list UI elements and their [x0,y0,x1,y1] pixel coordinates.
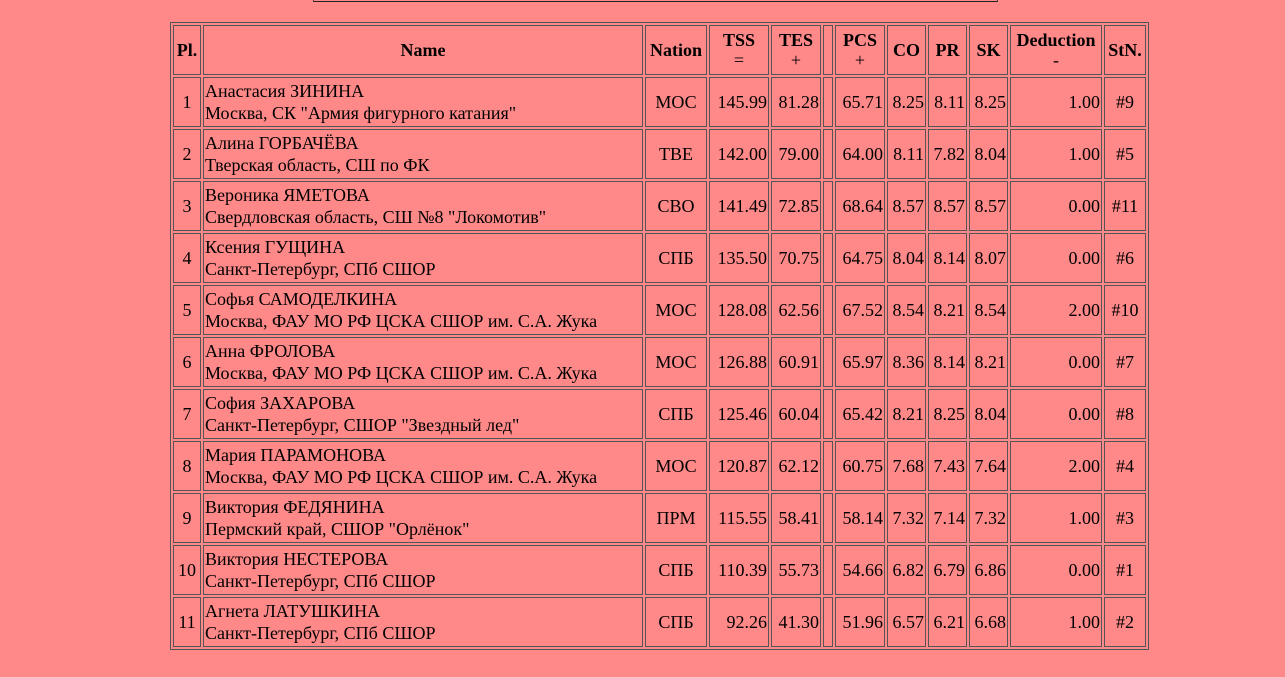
cell-co: 8.25 [887,77,926,127]
cell-deduction: 0.00 [1010,389,1102,439]
cell-place: 5 [173,285,201,335]
cell-tss: 135.50 [709,233,769,283]
cell-start-number: #11 [1104,181,1146,231]
header-co: CO [887,25,926,75]
cell-deduction: 2.00 [1010,285,1102,335]
cell-name [203,389,643,439]
cell-tss: 110.39 [709,545,769,595]
cell-tes: 55.73 [771,545,821,595]
cell-place: 2 [173,129,201,179]
cell-nation: СПБ [645,545,707,595]
cell-pr: 8.21 [928,285,967,335]
table-row [173,441,1146,491]
cell-pcs: 65.42 [835,389,885,439]
cell-deduction: 0.00 [1010,233,1102,283]
cell-name [203,597,643,647]
header-row [173,25,1146,75]
cell-start-number: #10 [1104,285,1146,335]
skater-club: Москва, ФАУ МО РФ ЦСКА СШОР им. С.А. Жука [205,467,598,487]
skater-name: Агнета ЛАТУШКИНА [205,601,381,621]
cell-deduction: 0.00 [1010,181,1102,231]
cell-place: 8 [173,441,201,491]
cell-tss: 125.46 [709,389,769,439]
cell-start-number: #1 [1104,545,1146,595]
table-row [173,233,1146,283]
cell-spacer [823,389,833,439]
cell-start-number: #9 [1104,77,1146,127]
cell-name [203,129,643,179]
cell-sk: 8.07 [969,233,1008,283]
cell-pcs: 67.52 [835,285,885,335]
header-start-number: StN. [1104,25,1146,75]
cell-sk: 8.04 [969,129,1008,179]
header-pcs-label: PCS [842,30,877,50]
cell-co: 7.68 [887,441,926,491]
header-tss-sub: = [733,50,745,70]
cell-spacer [823,337,833,387]
cell-tes: 62.12 [771,441,821,491]
cell-place: 9 [173,493,201,543]
cell-deduction: 0.00 [1010,545,1102,595]
header-deduction-sub: - [1053,50,1059,70]
table-row [173,337,1146,387]
cell-tss: 145.99 [709,77,769,127]
cell-pcs: 58.14 [835,493,885,543]
skater-name: Виктория НЕСТЕРОВА [205,549,389,569]
cell-deduction: 2.00 [1010,441,1102,491]
cell-co: 8.21 [887,389,926,439]
cell-spacer [823,285,833,335]
cell-pcs: 64.75 [835,233,885,283]
cell-sk: 7.64 [969,441,1008,491]
cell-place: 10 [173,545,201,595]
cell-tes: 58.41 [771,493,821,543]
header-tss [709,25,769,75]
header-deduction-label: Deduction [1016,30,1096,50]
cell-sk: 8.25 [969,77,1008,127]
cell-co: 8.11 [887,129,926,179]
cell-deduction: 1.00 [1010,129,1102,179]
cell-pr: 8.25 [928,389,967,439]
cell-nation: МОС [645,285,707,335]
skater-club: Санкт-Петербург, СПб СШОР [205,623,436,643]
cell-name [203,545,643,595]
cell-pr: 8.11 [928,77,967,127]
cell-spacer [823,545,833,595]
cell-name [203,493,643,543]
cell-tes: 72.85 [771,181,821,231]
skater-club: Москва, СК "Армия фигурного катания" [205,103,517,123]
cell-tss: 115.55 [709,493,769,543]
skater-club: Свердловская область, СШ №8 "Локомотив" [205,207,547,227]
cell-spacer [823,441,833,491]
skater-club: Пермский край, СШОР "Орлёнок" [205,519,470,539]
header-spacer [823,25,833,75]
cell-tss: 126.88 [709,337,769,387]
cell-tes: 81.28 [771,77,821,127]
header-pr: PR [928,25,967,75]
header-deduction [1010,25,1102,75]
cell-start-number: #3 [1104,493,1146,543]
cell-co: 7.32 [887,493,926,543]
cell-sk: 8.57 [969,181,1008,231]
cell-co: 8.57 [887,181,926,231]
cell-spacer [823,493,833,543]
cell-co: 8.04 [887,233,926,283]
cell-nation: СПБ [645,233,707,283]
cell-pcs: 65.71 [835,77,885,127]
skater-club: Санкт-Петербург, СШОР "Звездный лед" [205,415,520,435]
cell-place: 11 [173,597,201,647]
cell-nation: СПБ [645,597,707,647]
cell-sk: 7.32 [969,493,1008,543]
cell-start-number: #2 [1104,597,1146,647]
cell-tes: 60.04 [771,389,821,439]
skater-name: Алина ГОРБАЧЁВА [205,133,359,153]
header-place: Pl. [173,25,201,75]
cell-name [203,441,643,491]
cell-pr: 8.14 [928,337,967,387]
header-tes-sub: + [790,50,802,70]
cell-nation: СВО [645,181,707,231]
cell-sk: 8.54 [969,285,1008,335]
cell-co: 6.57 [887,597,926,647]
table-row [173,181,1146,231]
cell-place: 1 [173,77,201,127]
header-pcs-sub: + [854,50,866,70]
table-row [173,389,1146,439]
table-row [173,545,1146,595]
table-row [173,77,1146,127]
skater-name: Софья САМОДЕЛКИНА [205,289,398,309]
cell-place: 4 [173,233,201,283]
cell-tes: 70.75 [771,233,821,283]
cell-sk: 8.04 [969,389,1008,439]
header-pcs [835,25,885,75]
cell-tss: 128.08 [709,285,769,335]
cell-nation: МОС [645,441,707,491]
cell-spacer [823,597,833,647]
cell-tes: 62.56 [771,285,821,335]
table-row [173,285,1146,335]
cell-pcs: 65.97 [835,337,885,387]
skater-name: Мария ПАРАМОНОВА [205,445,386,465]
skater-name: Ксения ГУЩИНА [205,237,346,257]
header-tes [771,25,821,75]
cell-name [203,181,643,231]
cell-spacer [823,129,833,179]
cell-place: 6 [173,337,201,387]
cell-tes: 41.30 [771,597,821,647]
skater-name: Вероника ЯМЕТОВА [205,185,370,205]
table-row [173,493,1146,543]
cell-pcs: 51.96 [835,597,885,647]
skater-name: Виктория ФЕДЯНИНА [205,497,385,517]
cell-spacer [823,77,833,127]
results-table [170,22,1149,650]
cell-nation: СПБ [645,389,707,439]
skater-club: Санкт-Петербург, СПб СШОР [205,259,436,279]
skater-club: Санкт-Петербург, СПб СШОР [205,571,436,591]
skater-club: Москва, ФАУ МО РФ ЦСКА СШОР им. С.А. Жука [205,311,598,331]
cell-nation: МОС [645,77,707,127]
cell-tes: 79.00 [771,129,821,179]
cell-name [203,233,643,283]
cell-sk: 6.68 [969,597,1008,647]
cell-place: 3 [173,181,201,231]
cell-deduction: 1.00 [1010,493,1102,543]
cell-tss: 92.26 [709,597,769,647]
cell-pr: 8.14 [928,233,967,283]
cell-pr: 7.14 [928,493,967,543]
skater-club: Тверская область, СШ по ФК [205,155,430,175]
cell-name [203,285,643,335]
cell-tss: 141.49 [709,181,769,231]
cell-deduction: 1.00 [1010,77,1102,127]
header-nation: Nation [645,25,707,75]
cell-pr: 8.57 [928,181,967,231]
header-tes-label: TES [778,30,814,50]
table-row [173,597,1146,647]
cell-co: 6.82 [887,545,926,595]
cell-pr: 6.79 [928,545,967,595]
cell-sk: 8.21 [969,337,1008,387]
cell-spacer [823,233,833,283]
results-body [173,77,1146,647]
cell-sk: 6.86 [969,545,1008,595]
cell-nation: ТВЕ [645,129,707,179]
cell-start-number: #6 [1104,233,1146,283]
cell-tss: 120.87 [709,441,769,491]
cell-deduction: 1.00 [1010,597,1102,647]
skater-name: София ЗАХАРОВА [205,393,356,413]
cell-pr: 6.21 [928,597,967,647]
skater-name: Анастасия ЗИНИНА [205,81,365,101]
cell-nation: ПРМ [645,493,707,543]
skater-club: Москва, ФАУ МО РФ ЦСКА СШОР им. С.А. Жука [205,363,598,383]
cell-tes: 60.91 [771,337,821,387]
cell-name [203,77,643,127]
cell-tss: 142.00 [709,129,769,179]
cell-deduction: 0.00 [1010,337,1102,387]
cell-start-number: #7 [1104,337,1146,387]
cell-place: 7 [173,389,201,439]
cell-co: 8.54 [887,285,926,335]
cell-pcs: 60.75 [835,441,885,491]
table-row [173,129,1146,179]
header-sk: SK [969,25,1008,75]
skater-name: Анна ФРОЛОВА [205,341,336,361]
header-tss-label: TSS [722,30,756,50]
cell-nation: МОС [645,337,707,387]
cell-co: 8.36 [887,337,926,387]
cell-pcs: 54.66 [835,545,885,595]
cell-name [203,337,643,387]
cell-pr: 7.82 [928,129,967,179]
cell-pr: 7.43 [928,441,967,491]
cell-start-number: #4 [1104,441,1146,491]
cell-start-number: #8 [1104,389,1146,439]
top-divider-bar [313,0,998,2]
header-name: Name [203,25,643,75]
cell-pcs: 68.64 [835,181,885,231]
cell-start-number: #5 [1104,129,1146,179]
cell-spacer [823,181,833,231]
cell-pcs: 64.00 [835,129,885,179]
